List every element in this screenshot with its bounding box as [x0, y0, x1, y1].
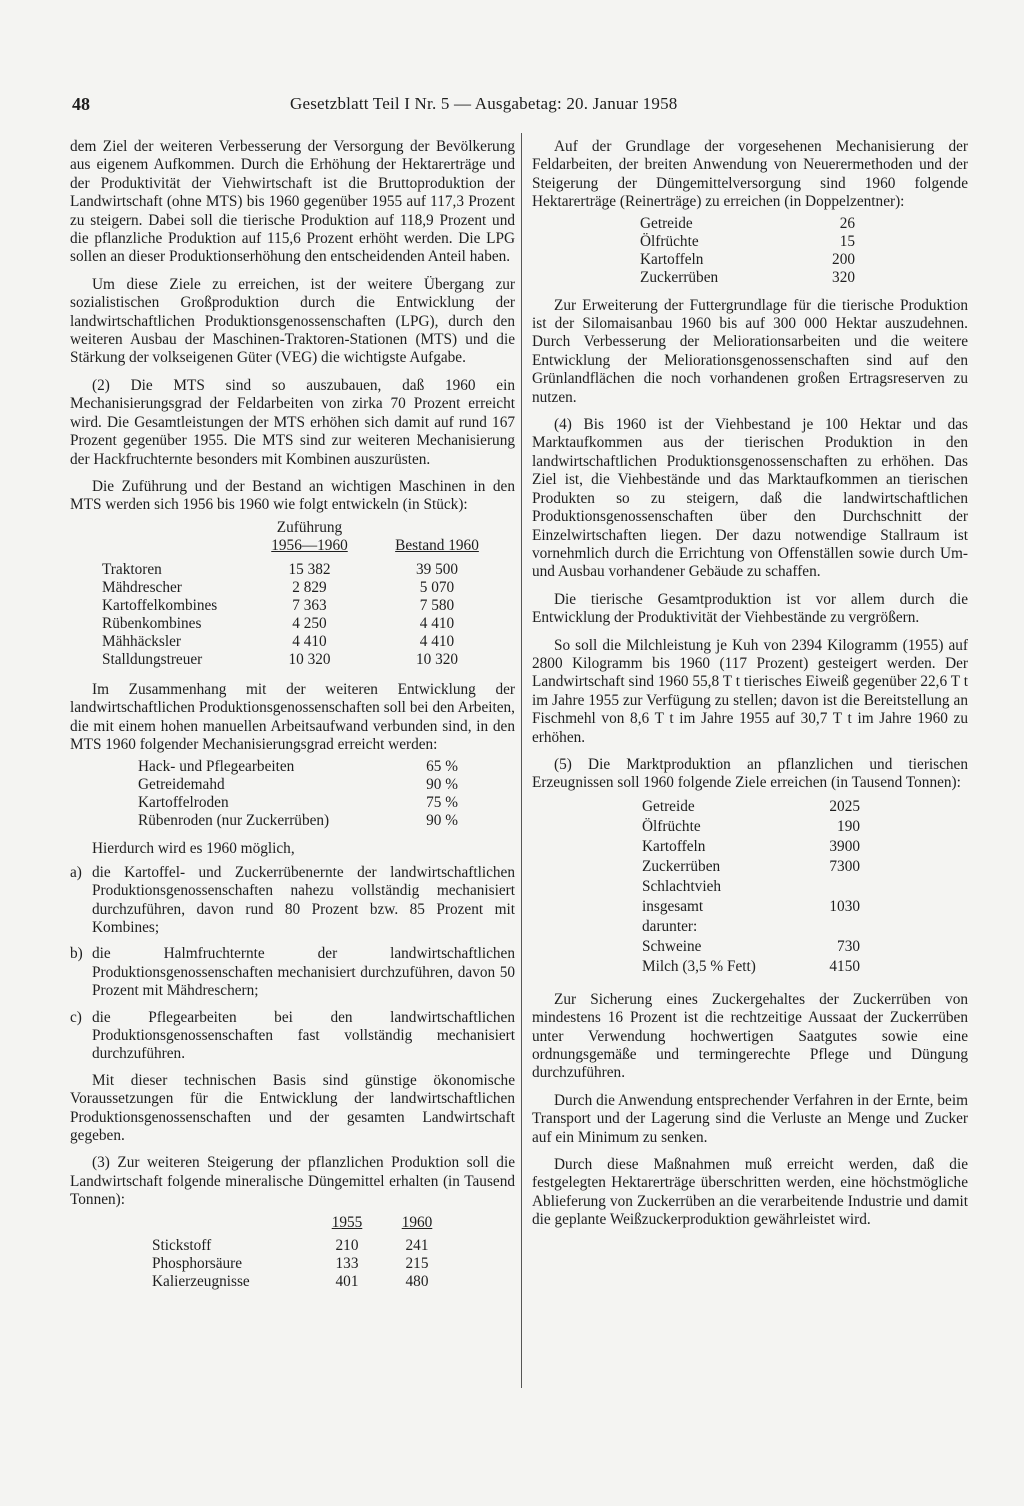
product-name: Ölfrüchte: [642, 817, 701, 835]
paragraph: Mit dieser technischen Basis sind günstige ökonomische Voraussetzungen für die Entwicklung der landwirtschaftlichen Produktionsgenossenschaften und der gesamten Landwirtschaft gegeben.: [70, 1071, 515, 1145]
fertilizer-name: Stickstoff: [152, 1236, 212, 1254]
table-row: [152, 1237, 452, 1255]
work-name: Hack- und Pflegearbeiten: [138, 758, 295, 776]
list-text: die Pflegearbeiten bei den landwirtschaftlichen Produktionsgenossenschaften fast vollständig mechanisiert durchzuführen.: [92, 1008, 515, 1063]
paragraph: dem Ziel der weiteren Verbesserung der Versorgung der Bevölkerung aus eigenem Aufkommen. Durch die Erhöhung der Hektarerträge und der Produktivität der Viehwirtschaft ist die Bruttoproduktion der Landwirtschaft (ohne MTS) bis 1960 gegenüber 1955 auf 117,3 Prozent zu steigern. Dabei soll die tierische Produktion auf 118,9 Prozent und die pflanzliche Produktion auf 115,6 Prozent erhöht werden. Die LPG sollen an dieser Produktionserhöhung den entscheidenden Anteil haben.: [70, 138, 515, 266]
work-name: Rübenroden (nur Zuckerrüben): [138, 812, 330, 830]
table-row: [102, 597, 507, 615]
right-column: [532, 138, 968, 1239]
paragraph: Auf der Grundlage der vorgesehenen Mechanisierung der Feldarbeiten, der breiten Anwendung von Neuerermethoden und der Steigerung der Düngemittelversorgung sind 1960 folgende Hektarerträge (Reinerträge) zu erreichen (in Doppelzentner):: [532, 138, 968, 211]
product-value: [762, 917, 860, 937]
column-header: [252, 519, 367, 555]
product-name: Schlachtvieh insgesamt: [642, 877, 722, 915]
paragraph: Die Zuführung und der Bestand an wichtigen Maschinen in den MTS werden sich 1956 bis 1960 wie folgt entwickeln (in Stück):: [70, 477, 515, 514]
table-row: [642, 937, 860, 957]
stock-value: 4 410: [419, 614, 455, 632]
percent-value: 65 %: [426, 758, 458, 776]
paragraph: (4) Bis 1960 ist der Viehbestand je 100 Hektar und das Marktaufkommen aus der tierischen Produktion in den landwirtschaftlichen Produktionsgenossenschaften zu erhöhen. Das Ziel ist, die Viehbestände und das Marktaufkommen an tierischen Produkten so zu steigern, daß die landwirtschaftlichen Produktionsgenossenschaften über den Durchschnitt der Einzelwirtschaften liegen. Der dazu notwendige Stallraum ist vornehmlich durch die Errichtung von Offenställen sowie durch Um- und Ausbau vorhandener Gebäude zu schaffen.: [532, 416, 968, 581]
table-row: [642, 817, 860, 837]
table-row: [102, 651, 507, 669]
supply-value: 15 382: [288, 560, 331, 578]
table-row: [138, 758, 458, 776]
product-value: 2025: [829, 797, 860, 815]
table-row: [642, 837, 860, 857]
paragraph: Durch die Anwendung entsprechender Verfahren in der Ernte, beim Transport und der Lagerung sind die Verluste an Menge und Zucker auf ein Minimum zu senken.: [532, 1091, 968, 1146]
paragraph: (5) Die Marktproduktion an pflanzlichen und tierischen Erzeugnissen soll 1960 folgende Ziele erreichen (in Tausend Tonnen):: [532, 755, 968, 792]
paragraph: (2) Die MTS sind so auszubauen, daß 1960 ein Mechanisierungsgrad der Feldarbeiten von zirka 70 Prozent erreicht wird. Die Gesamtleistungen der MTS erhöhen sich damit auf rund 167 Prozent gegenüber 1955. Die MTS sind zur weiteren Mechanisierung der Hackfruchternte besonders mit Kombinen auszurüsten.: [70, 376, 515, 468]
list-marker: a): [70, 863, 82, 881]
yield-value: 26: [839, 214, 855, 232]
paragraph: Durch diese Maßnahmen muß erreicht werden, daß die festgelegten Hektarerträge überschritten werden, eine höchstmögliche Ablieferung von Zuckerrüben an die verarbeitende Industrie und damit die geplante Weißzuckerproduktion gewährleistet wird.: [532, 1156, 968, 1229]
value-1955: 401: [335, 1272, 359, 1290]
value-1960: 241: [405, 1236, 429, 1254]
fertilizer-name: Phosphorsäure: [152, 1254, 243, 1272]
list-text: die Halmfruchternte der landwirtschaftlichen Produktionsgenossenschaften mechanisiert durchzuführen, davon 50 Prozent mit Mähdreschern;: [92, 945, 515, 1000]
product-value: 1030: [829, 897, 860, 915]
paragraph: Hierdurch wird es 1960 möglich,: [92, 840, 295, 858]
left-column: [70, 138, 515, 1291]
product-value: 730: [837, 937, 860, 955]
product-value: 4150: [829, 957, 860, 975]
paragraph: Die tierische Gesamtproduktion ist vor allem durch die Entwicklung der Produktivität der Viehbestände zu vergrößern.: [532, 590, 968, 627]
machine-name: Mähhäcksler: [102, 632, 182, 650]
supply-value: 2 829: [292, 578, 327, 596]
table-row: [642, 877, 860, 917]
machine-name: Stalldungstreuer: [102, 650, 203, 668]
supply-value: 7 363: [292, 596, 327, 614]
percent-value: 90 %: [426, 812, 458, 830]
supply-value: 4 250: [292, 614, 327, 632]
market-table: [642, 797, 860, 977]
table-row: [138, 794, 458, 812]
table-row: [102, 561, 507, 579]
value-1955: 210: [335, 1236, 359, 1254]
page-header: [72, 88, 967, 122]
paragraph: (3) Zur weiteren Steigerung der pflanzlichen Produktion soll die Landwirtschaft folgende mineralische Düngemittel erhalten (in Tausend Tonnen):: [70, 1154, 515, 1209]
table-row: [640, 215, 855, 233]
fertilizer-table: [152, 1214, 452, 1291]
percent-value: 90 %: [426, 776, 458, 794]
table-row: [642, 797, 860, 817]
product-name: Zuckerrüben: [642, 857, 721, 875]
paragraph: Zur Erweiterung der Futtergrundlage für die tierische Produktion ist der Silomaisanbau 1960 bis auf 300 000 Hektar auszudehnen. Durch Verbesserung der Meliorationsarbeiten und die weitere Entwicklung der Meliorationsgenossenschaften sind auf den Grünlandflächen die noch vorhandenen großen Ertragsreserven zu nutzen.: [532, 296, 968, 406]
machine-name: Traktoren: [102, 560, 162, 578]
table-row: [642, 917, 860, 937]
supply-value: 10 320: [288, 650, 331, 668]
stock-value: 7 580: [419, 596, 455, 614]
product-name: Schweine: [642, 937, 702, 955]
table-row: [640, 233, 855, 251]
machines-table: [102, 519, 507, 669]
table-row: [138, 776, 458, 794]
crop-name: Kartoffeln: [640, 250, 704, 268]
table-row: [138, 812, 458, 830]
list-text: die Kartoffel- und Zuckerrübenernte der landwirtschaftlichen Produktionsgenossenschaften nahezu vollständig mechanisiert durchzuführen, davon rund 80 Prozent bzw. 85 Prozent mit Kombines;: [92, 863, 515, 936]
list-item: [70, 864, 515, 938]
product-name: Getreide: [642, 797, 695, 815]
table-header-row: [152, 1214, 452, 1232]
yields-table: [640, 215, 855, 287]
table-row: [640, 269, 855, 287]
yield-value: 15: [839, 232, 855, 250]
supply-value: 4 410: [292, 632, 327, 650]
fertilizer-name: Kalierzeugnisse: [152, 1272, 250, 1290]
column-header: 1955: [331, 1213, 363, 1231]
product-value: 3900: [829, 837, 860, 855]
table-row: [640, 251, 855, 269]
table-row: [642, 857, 860, 877]
table-row: [102, 615, 507, 633]
table-row: [102, 633, 507, 651]
work-name: Getreidemahd: [138, 776, 225, 794]
yield-value: 200: [832, 250, 855, 268]
crop-name: Ölfrüchte: [640, 232, 699, 250]
column-header: 1960: [401, 1213, 433, 1231]
stock-value: 10 320: [415, 650, 459, 668]
paragraph: Im Zusammenhang mit der weiteren Entwicklung der landwirtschaftlichen Produktionsgenossenschaften soll bei den Arbeiten, die mit einem hohen manuellen Arbeitsaufwand verbunden sind, in den MTS 1960 folgender Mechanisierungsgrad erreicht werden:: [70, 680, 515, 753]
paragraph: So soll die Milchleistung je Kuh von 2394 Kilogramm (1955) auf 2800 Kilogramm bis 1960 (117 Prozent) gesteigert werden. Der Landwirtschaft sind 1960 55,8 T t tierisches Eiweiß gegenüber 22,6 T t im Jahre 1955 zur Verfügung zu stellen; davon ist die Bereitstellung an Fischmehl von 8,6 T t im Jahre 1955 auf 30,7 T t im Jahre 1960 zu erhöhen.: [532, 636, 968, 746]
page-number: 48: [72, 94, 90, 114]
product-value: 7300: [829, 857, 860, 875]
list-item: [70, 1009, 515, 1064]
list-item: [70, 945, 515, 1000]
value-1960: 480: [405, 1272, 429, 1290]
value-1960: 215: [405, 1254, 429, 1272]
machine-name: Mähdrescher: [102, 578, 182, 596]
product-name: darunter:: [642, 917, 698, 935]
list-marker: c): [70, 1008, 82, 1026]
stock-value: 5 070: [419, 578, 455, 596]
table-row: [152, 1273, 452, 1291]
crop-name: Getreide: [640, 214, 693, 232]
mechanization-table: [138, 758, 458, 830]
table-row: [102, 579, 507, 597]
percent-value: 75 %: [426, 794, 458, 812]
stock-value: 39 500: [415, 560, 459, 578]
running-head: Gesetzblatt Teil I Nr. 5 — Ausgabetag: 20. Januar 1958: [290, 94, 678, 113]
table-row: [642, 957, 860, 977]
list-marker: b): [70, 945, 83, 963]
product-name: Milch (3,5 % Fett): [642, 957, 756, 975]
column-header-line: 1956—1960: [271, 536, 348, 554]
paragraph: Um diese Ziele zu erreichen, ist der weitere Übergang zur sozialistischen Großproduktion durch die Entwicklung der landwirtschaftlichen Produktionsgenossenschaften (LPG), durch den weiteren Ausbau der Maschinen-Traktoren-Stationen (MTS) und die Stärkung der volkseigenen Güter (VEG) die wichtigste Aufgabe.: [70, 275, 515, 367]
stock-value: 4 410: [419, 632, 455, 650]
column-divider: [521, 133, 522, 1388]
machine-name: Kartoffelkombines: [102, 596, 218, 614]
column-header-line: Zuführung: [276, 518, 343, 536]
table-row: [152, 1255, 452, 1273]
table-header-row: [102, 519, 507, 555]
machine-name: Rübenkombines: [102, 614, 202, 632]
paragraph: Zur Sicherung eines Zuckergehaltes der Zuckerrüben von mindestens 16 Prozent ist die rechtzeitige Aussaat der Zuckerrüben unter Verwendung hochwertigen Saatgutes sowie eine ordnungsgemäße und termingerechte Pflege und Düngung durchzuführen.: [532, 990, 968, 1082]
column-header: Bestand 1960: [395, 536, 479, 554]
crop-name: Zuckerrüben: [640, 268, 719, 286]
product-name: Kartoffeln: [642, 837, 706, 855]
product-value: 190: [837, 817, 860, 835]
work-name: Kartoffelroden: [138, 794, 229, 812]
yield-value: 320: [832, 268, 855, 286]
value-1955: 133: [335, 1254, 359, 1272]
